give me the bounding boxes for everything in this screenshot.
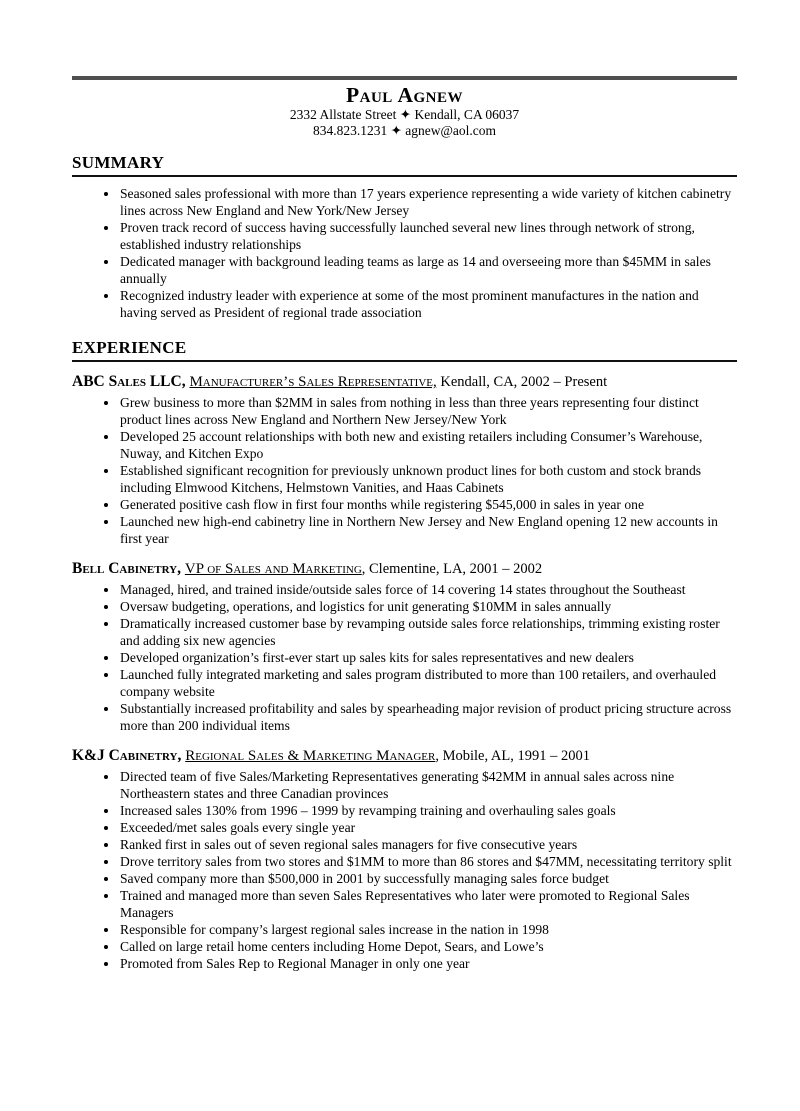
- job-bullet-list: [72, 581, 737, 734]
- job-bullet-item: • Developed 25 account relationships with both new and existing retailers including Consumer’s Warehouse, Nuway, and Kitchen Expo: [119, 428, 737, 462]
- job-bullet-item: • Called on large retail home centers including Home Depot, Sears, and Lowe’s: [119, 938, 737, 955]
- job-bullet-list: [72, 394, 737, 547]
- top-divider-rule: [72, 76, 737, 80]
- job-title: VP of Sales and Marketing: [184, 561, 362, 577]
- job-bullet-item: • Launched new high-end cabinetry line in Northern New Jersey and New England opening 12 new accounts in first year: [119, 513, 737, 547]
- address-line: 2332 Allstate Street ✦ Kendall, CA 06037: [289, 107, 520, 122]
- job-bullet-item: • Trained and managed more than seven Sales Representatives who later were promoted to Regional Sales Managers: [119, 887, 737, 921]
- resume-page: [0, 76, 800, 1111]
- job-bullet-item: • Generated positive cash flow in first four months while registering $545,000 in sales in year one: [119, 496, 737, 513]
- job-bullet-item: • Ranked first in sales out of seven regional sales managers for five consecutive years: [119, 836, 737, 853]
- summary-bullet-item: • Proven track record of success having successfully launched several new lines through network of strong, established industry relationships: [119, 219, 737, 253]
- summary-heading: SUMMARY: [72, 153, 737, 177]
- resume-header: [72, 83, 737, 139]
- job-bullet-item: • Developed organization’s first-ever start up sales kits for sales representatives and new dealers: [119, 649, 737, 666]
- summary-bullet-item: • Dedicated manager with background leading teams as large as 14 and overseeing more than $45MM in sales annually: [119, 253, 737, 287]
- job-abc-sales-llc: [72, 373, 737, 547]
- job-bullet-item: • Oversaw budgeting, operations, and logistics for unit generating $10MM in sales annually: [119, 598, 737, 615]
- job-bullet-item: • Grew business to more than $2MM in sales from nothing in less than three years representing four distinct product lines across New England and Northern New Jersey/New York: [119, 394, 737, 428]
- job-title: Regional Sales & Marketing Manager: [185, 748, 436, 764]
- experience-heading: EXPERIENCE: [72, 338, 737, 362]
- job-bullet-item: • Established significant recognition for previously unknown product lines for both custom and stock brands including Elmwood Kitchens, Helmstown Vanities, and Haas Cabinets: [119, 462, 737, 496]
- person-name: Paul Agnew: [345, 83, 464, 107]
- company-name: Bell Cabinetry,: [72, 560, 185, 577]
- job-location-dates: Kendall, CA, 2002 – Present: [436, 374, 608, 390]
- job-bullet-item: • Saved company more than $500,000 in 2001 by successfully managing sales force budget: [119, 870, 737, 887]
- job-header: [72, 373, 737, 391]
- job-bullet-item: • Responsible for company’s largest regional sales increase in the nation in 1998: [119, 921, 737, 938]
- job-bullet-item: • Directed team of five Sales/Marketing Representatives generating $42MM in annual sales across nine Northeastern states and three Canadian provinces: [119, 768, 737, 802]
- job-header: [72, 560, 737, 578]
- job-bullet-item: • Launched fully integrated marketing and sales program distributed to more than 100 retailers, and overhauled company website: [119, 666, 737, 700]
- summary-bullet-list: [72, 185, 737, 321]
- company-name: ABC Sales LLC,: [72, 373, 190, 390]
- summary-section: [72, 153, 737, 321]
- job-bullet-item: • Promoted from Sales Rep to Regional Manager in only one year: [119, 955, 737, 972]
- company-name: K&J Cabinetry,: [72, 747, 186, 764]
- job-bullet-list: [72, 768, 737, 972]
- job-kj-cabinetry: [72, 747, 737, 972]
- phone-email-line: 834.823.1231 ✦ agnew@aol.com: [312, 123, 497, 138]
- experience-section: [72, 338, 737, 972]
- job-title: Manufacturer’s Sales Representative,: [189, 374, 437, 390]
- job-bullet-item: • Substantially increased profitability and sales by spearheading major revision of product pricing structure across more than 200 individual items: [119, 700, 737, 734]
- summary-bullet-item: • Recognized industry leader with experience at some of the most prominent manufactures in the nation and having served as President of regional trade association: [119, 287, 737, 321]
- job-header: [72, 747, 737, 765]
- job-location-dates: , Clementine, LA, 2001 – 2002: [361, 561, 543, 577]
- job-bullet-item: • Drove territory sales from two stores and $1MM to more than 86 stores and $47MM, necessitating territory split: [119, 853, 737, 870]
- job-bullet-item: • Exceeded/met sales goals every single year: [119, 819, 737, 836]
- job-location-dates: , Mobile, AL, 1991 – 2001: [435, 748, 591, 764]
- summary-bullet-item: • Seasoned sales professional with more than 17 years experience representing a wide variety of kitchen cabinetry lines across New England and New York/New Jersey: [119, 185, 737, 219]
- job-bullet-item: • Dramatically increased customer base by revamping outside sales force relationships, trimming existing roster and adding six new agencies: [119, 615, 737, 649]
- job-bullet-item: • Managed, hired, and trained inside/outside sales force of 14 covering 14 states throughout the Southeast: [119, 581, 737, 598]
- job-bullet-item: • Increased sales 130% from 1996 – 1999 by revamping training and overhauling sales goals: [119, 802, 737, 819]
- job-bell-cabinetry: [72, 560, 737, 734]
